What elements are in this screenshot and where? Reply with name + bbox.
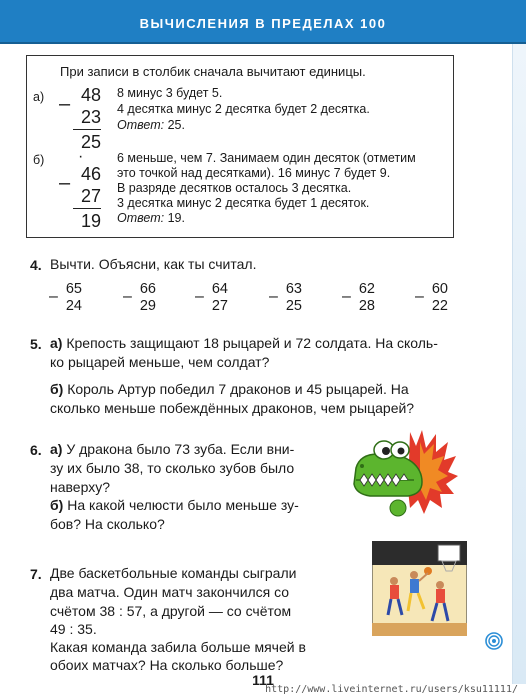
example-top: 62 — [358, 281, 375, 297]
result-b: 19 — [80, 211, 101, 231]
explanation-b-line-2: это точкой над десятками). 16 минус 7 будет 9. — [117, 166, 391, 180]
result-line — [73, 208, 101, 209]
explanation-a-line-2: 4 десятка минус 2 десятка будет 2 десятка. — [117, 102, 370, 116]
part-label: а) — [50, 335, 63, 351]
task-7-line-6: обоих матчах? На сколько больше? — [50, 657, 284, 673]
subtrahend-b: 27 — [80, 186, 101, 206]
chapter-title: ВЫЧИСЛЕНИЯ В ПРЕДЕЛАХ 100 — [139, 16, 387, 31]
subtrahend-a: 23 — [80, 107, 101, 127]
minus-sign: – — [269, 288, 278, 305]
task-5a-line-2: ко рыцарей меньше, чем солдат? — [50, 354, 270, 370]
basketball-illustration — [372, 541, 467, 636]
task-text-span: У дракона было 73 зуба. Если вни- — [62, 441, 295, 457]
example-top: 63 — [285, 281, 302, 297]
example-bottom: 22 — [431, 298, 448, 314]
minuend-b: 46 — [80, 164, 101, 184]
task-6a-line-1 — [50, 440, 294, 459]
page-side-band — [512, 44, 526, 684]
minus-sign: – — [49, 288, 58, 305]
column-subtraction-a — [59, 84, 101, 153]
rule-box — [26, 55, 454, 238]
example-top: 65 — [65, 281, 82, 297]
minuend-a: 48 — [80, 85, 101, 105]
answer-label: Ответ: — [117, 211, 165, 225]
task-6b-line-2: бов? На сколько? — [50, 516, 165, 532]
example-3 — [195, 281, 228, 315]
part-b-letter: б) — [33, 153, 45, 167]
task-5b-line-1 — [50, 380, 409, 399]
explanation-b-line-1: 6 меньше, чем 7. Занимаем один десяток (отметим — [117, 151, 416, 165]
task-7-line-3: счётом 38 : 57, а другой — со счётом — [50, 603, 292, 619]
part-label: б) — [50, 497, 64, 513]
spiral-icon — [485, 632, 503, 650]
example-bottom: 29 — [139, 298, 156, 314]
task-6-number: 6. — [30, 442, 42, 458]
result-a: 25 — [80, 132, 101, 152]
example-5 — [342, 281, 375, 315]
minus-sign: – — [195, 288, 204, 305]
answer-value: 25. — [164, 118, 185, 132]
minus-sign: – — [415, 288, 424, 305]
answer-label: Ответ: — [117, 118, 165, 132]
minus-sign: – — [123, 288, 132, 305]
minus-sign: – — [342, 288, 351, 305]
task-6a-line-3: наверху? — [50, 479, 110, 495]
example-4 — [269, 281, 302, 315]
example-bottom: 24 — [65, 298, 82, 314]
task-5-number: 5. — [30, 336, 42, 352]
example-6 — [415, 281, 448, 315]
dragon-illustration — [350, 428, 460, 520]
example-top: 60 — [431, 281, 448, 297]
task-4-number: 4. — [30, 257, 42, 273]
example-2 — [123, 281, 156, 315]
task-7-line-4: 49 : 35. — [50, 621, 97, 637]
example-bottom: 28 — [358, 298, 375, 314]
rule-intro: При записи в столбик сначала вычитают единицы. — [60, 64, 366, 79]
task-6b-line-1 — [50, 496, 299, 515]
answer-value: 19. — [164, 211, 185, 225]
borrow-dot: · — [78, 148, 84, 165]
task-6a-line-2: зу их было 38, то сколько зубов было — [50, 460, 295, 476]
part-label: б) — [50, 381, 64, 397]
page-number: 111 — [252, 672, 274, 688]
task-7-line-1: Две баскетбольные команды сыграли — [50, 565, 297, 581]
task-text-span: Король Артур победил 7 драконов и 45 рыцарей. На — [63, 381, 409, 397]
column-subtraction-b — [59, 163, 101, 232]
watermark-url: http://www.liveinternet.ru/users/ksu11111/ — [265, 684, 518, 695]
task-4-text: Вычти. Объясни, как ты считал. — [50, 256, 257, 272]
example-top: 66 — [139, 281, 156, 297]
task-text-span: На какой челюсти было меньше зу- — [63, 497, 299, 513]
part-a-letter: а) — [33, 90, 45, 104]
example-bottom: 27 — [211, 298, 228, 314]
example-top: 64 — [211, 281, 228, 297]
answer-a — [117, 118, 185, 133]
minus-sign: – — [59, 172, 71, 194]
task-text-span: Крепость защищают 18 рыцарей и 72 солдата. На сколь- — [62, 335, 438, 351]
task-7-line-2: два матча. Один матч закончился со — [50, 584, 290, 600]
explanation-a-line-1: 8 минус 3 будет 5. — [117, 86, 223, 100]
answer-b — [117, 211, 185, 226]
task-5b-line-2: сколько меньше побеждённых драконов, чем рыцарей? — [50, 400, 415, 416]
explanation-b-line-3: В разряде десятков осталось 3 десятка. — [117, 181, 352, 195]
part-label: а) — [50, 441, 63, 457]
example-1 — [49, 281, 82, 315]
task-7-number: 7. — [30, 566, 42, 582]
task-7-line-5: Какая команда забила больше мячей в — [50, 639, 306, 655]
chapter-header — [0, 0, 526, 44]
minus-sign: – — [59, 93, 71, 115]
result-line — [73, 129, 101, 130]
explanation-b-line-4: 3 десятка минус 2 десятка будет 1 десяток. — [117, 196, 370, 210]
task-5a-line-1 — [50, 334, 438, 353]
example-bottom: 25 — [285, 298, 302, 314]
